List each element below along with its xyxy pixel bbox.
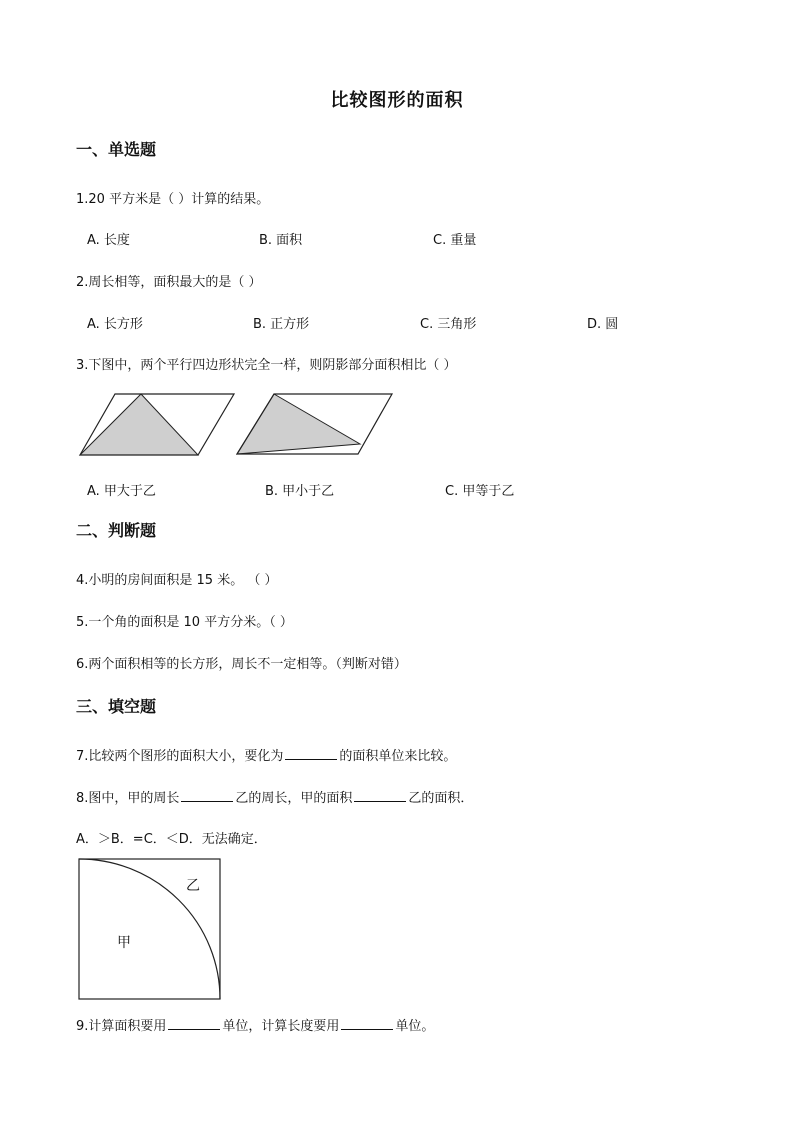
q2-option-c: C. 三角形 [420,317,477,332]
q3-option-b: B. 甲小于乙 [265,484,335,499]
q9-text-part1: 9.计算面积要用 [76,1019,167,1034]
q7-text-before: 7.比较两个图形的面积大小，要化为 [76,749,284,764]
question-7 [76,745,456,764]
page-title: 比较图形的面积 [330,90,464,111]
q2-option-d: D. 圆 [587,317,619,332]
section-heading-single-choice: 一、单选题 [76,140,157,159]
q8-text-part1: 8.图中，甲的周长 [76,791,180,806]
q3-option-a: A. 甲大于乙 [87,484,156,499]
q8-text-part2: 乙的周长，甲的面积 [235,791,353,806]
q9-blank-1[interactable] [168,1017,220,1030]
q9-text-part3: 单位。 [395,1019,435,1034]
q8-options: A．＞B．=C．＜D．无法确定． [76,832,267,847]
parallelogram-figures [76,392,396,458]
quarter-circle-figure [78,858,222,1002]
question-6: 6.两个面积相等的长方形，周长不一定相等。（判断对错） [76,657,407,672]
section-heading-true-false: 二、判断题 [76,521,157,540]
q7-text-after: 的面积单位来比较。 [339,749,457,764]
q1-option-c: C. 重量 [433,233,477,248]
q9-text-part2: 单位，计算长度要用 [222,1019,340,1034]
question-4: 4.小明的房间面积是 15 米。 （ ） [76,573,278,588]
q8-text-part3: 乙的面积． [408,791,474,806]
q9-blank-2[interactable] [341,1017,393,1030]
q2-option-a: A. 长方形 [87,317,143,332]
question-1: 1.20 平方米是（ ）计算的结果。 [76,192,270,207]
label-yi: 乙 [186,878,200,894]
question-5: 5.一个角的面积是 10 平方分米。（ ） [76,615,293,630]
q7-blank[interactable] [285,747,337,760]
q1-option-b: B. 面积 [259,233,303,248]
q1-option-a: A. 长度 [87,233,130,248]
q3-option-c: C. 甲等于乙 [445,484,515,499]
section-heading-fill-in: 三、填空题 [76,697,157,716]
question-8 [76,787,473,806]
q8-blank-2[interactable] [354,789,406,802]
question-3: 3.下图中，两个平行四边形状完全一样，则阴影部分面积相比（ ） [76,358,457,373]
q8-blank-1[interactable] [181,789,233,802]
question-9 [76,1015,434,1034]
q2-option-b: B. 正方形 [253,317,310,332]
question-2: 2.周长相等，面积最大的是（ ） [76,275,262,290]
label-jia: 甲 [117,935,131,951]
